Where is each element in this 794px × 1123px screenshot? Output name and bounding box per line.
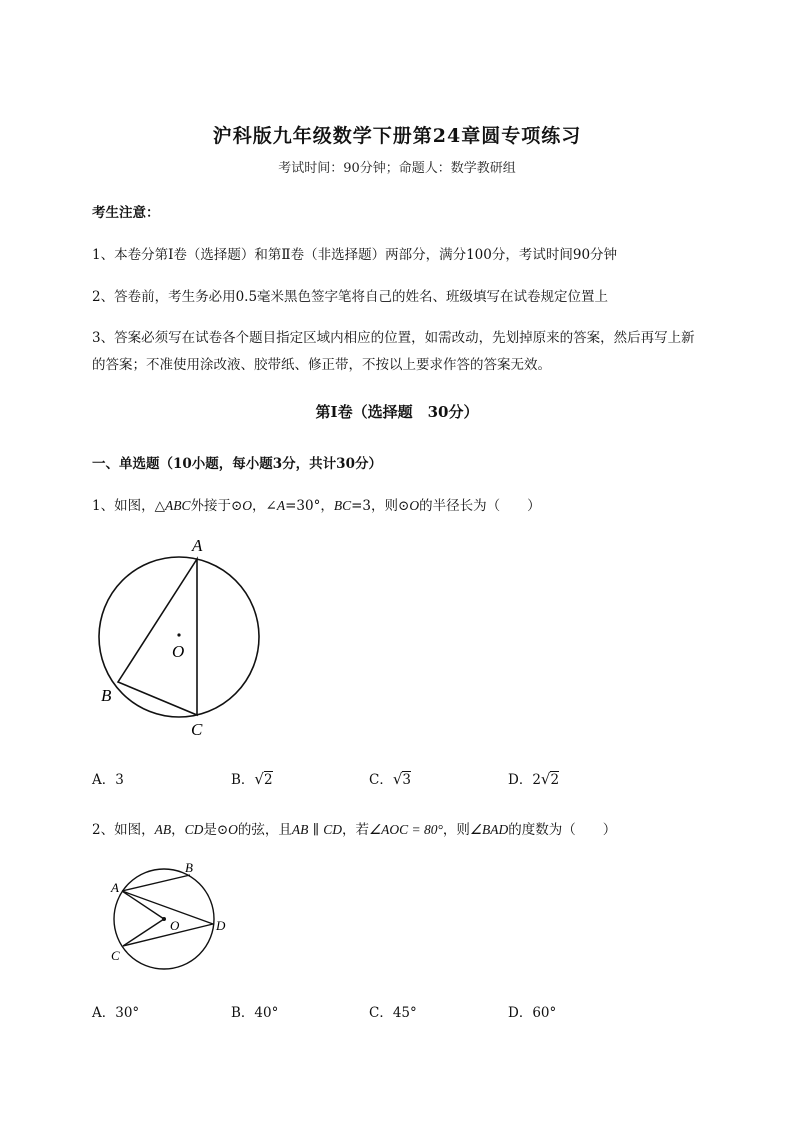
q2-option-d[interactable]: D．60°: [508, 1005, 557, 1021]
q1-option-c[interactable]: C．√3: [369, 770, 411, 788]
label-b: B: [185, 860, 193, 875]
notice-heading: 考生注意：: [92, 205, 160, 221]
question-2-text: 2、如图，AB，CD是⊙O的弦，且AB ∥ CD，若∠AOC = 80°，则∠BAD的度数为（ ）: [92, 822, 617, 838]
radius-oc: [123, 919, 164, 946]
chord-cd: [123, 924, 213, 946]
triangle-abc: [118, 559, 197, 715]
label-c: C: [111, 948, 120, 963]
question-1-figure: [90, 532, 270, 742]
label-d: D: [216, 918, 226, 933]
q1-option-d[interactable]: D．2√2: [508, 770, 560, 788]
label-a: A: [192, 536, 203, 555]
q2-option-a[interactable]: A．30°: [92, 1005, 140, 1021]
label-o: O: [172, 642, 185, 661]
radius-oa: [122, 891, 164, 919]
label-o: O: [170, 918, 180, 933]
page-title: 沪科版九年级数学下册第24章圆专项练习: [212, 125, 582, 147]
notice-item-2: 2、答卷前，考生务必用0.5毫米黑色签字笔将自己的姓名、班级填写在试卷规定位置上: [92, 289, 609, 305]
label-b: B: [101, 686, 112, 705]
question-2-figure: [100, 858, 240, 978]
circle-o: [99, 557, 259, 717]
q2-option-c[interactable]: C．45°: [369, 1005, 417, 1021]
q2-option-b[interactable]: B．40°: [231, 1005, 279, 1021]
label-a: A: [111, 880, 119, 895]
exam-info: 考试时间：90分钟；命题人：数学教研组: [278, 161, 516, 176]
notice-item-1: 1、本卷分第I卷（选择题）和第Ⅱ卷（非选择题）两部分，满分100分，考试时间90分钟: [92, 247, 618, 263]
q1-option-b[interactable]: B．√2: [231, 770, 273, 788]
question-1-text: 1、如图，△ABC外接于⊙O，∠A=30°，BC=3，则⊙O的半径长为（ ）: [92, 498, 541, 514]
segment-ad: [122, 891, 213, 924]
center-point: [177, 633, 180, 636]
notice-item-3: 3、答案必须写在试卷各个题目指定区域内相应的位置，如需改动，先划掉原来的答案，然后再写上新: [92, 330, 695, 346]
center-point: [162, 917, 166, 921]
chord-ab: [122, 875, 190, 891]
notice-item-3-cont: 的答案；不准使用涂改液、胶带纸、修正带，不按以上要求作答的答案无效。: [92, 357, 551, 373]
section-title: 第I卷（选择题 30分）: [315, 403, 479, 421]
q1-option-a[interactable]: A．3: [92, 772, 124, 788]
part-heading: 一、单选题（10小题，每小题3分，共计30分）: [92, 456, 382, 472]
label-c: C: [191, 720, 203, 739]
